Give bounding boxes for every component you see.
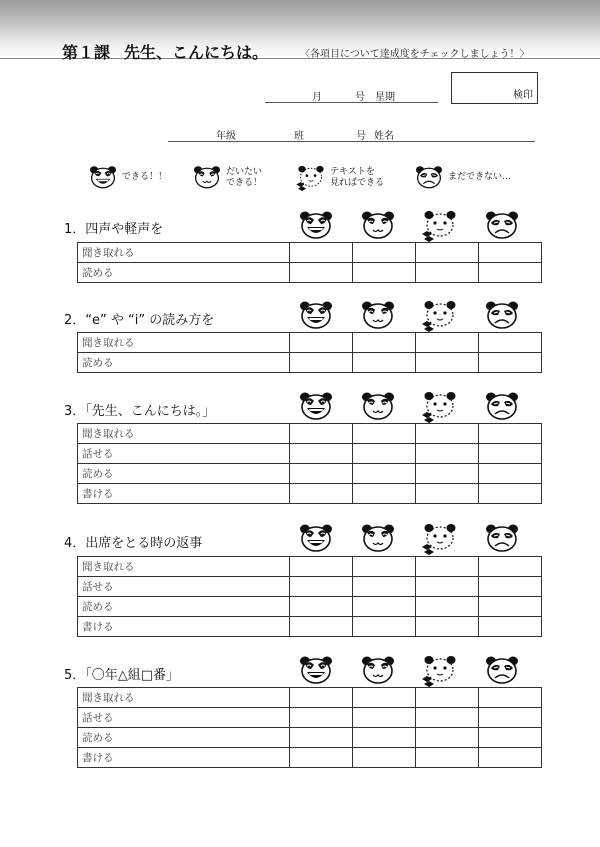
check-cell[interactable] bbox=[479, 484, 542, 504]
panda-smiling-icon bbox=[360, 523, 396, 555]
check-cell[interactable] bbox=[290, 728, 353, 748]
section-title: 1．四声や軽声を bbox=[64, 222, 164, 237]
checklist-table bbox=[77, 242, 542, 283]
rating-faces bbox=[286, 210, 536, 242]
panda-smiling-icon bbox=[360, 655, 396, 687]
skill-label: 書ける bbox=[78, 617, 290, 637]
check-cell[interactable] bbox=[479, 243, 542, 263]
check-cell[interactable] bbox=[290, 688, 353, 708]
panda-smiling-icon bbox=[360, 391, 396, 423]
table-row bbox=[78, 243, 542, 263]
panda-laughing-icon bbox=[298, 391, 334, 423]
checklist-table bbox=[77, 332, 542, 373]
skill-label: 読める bbox=[78, 263, 290, 283]
check-cell[interactable] bbox=[290, 333, 353, 353]
check-cell[interactable] bbox=[290, 748, 353, 768]
check-cell[interactable] bbox=[353, 557, 416, 577]
check-cell[interactable] bbox=[479, 597, 542, 617]
panda-worried-icon bbox=[484, 391, 520, 423]
check-cell[interactable] bbox=[290, 484, 353, 504]
legend-text: できる！！ bbox=[122, 172, 168, 183]
skill-label: 話せる bbox=[78, 708, 290, 728]
rating-faces bbox=[286, 523, 536, 555]
table-row bbox=[78, 263, 542, 283]
check-cell[interactable] bbox=[353, 464, 416, 484]
legend-item-laughing bbox=[88, 165, 167, 191]
check-cell[interactable] bbox=[290, 243, 353, 263]
legend-item-smiling bbox=[192, 165, 262, 191]
check-cell[interactable] bbox=[353, 424, 416, 444]
panda-worried-icon bbox=[484, 300, 520, 332]
check-cell[interactable] bbox=[416, 263, 479, 283]
month-label: 月 bbox=[312, 92, 322, 103]
skill-label: 読める bbox=[78, 464, 290, 484]
check-cell[interactable] bbox=[416, 728, 479, 748]
check-cell[interactable] bbox=[353, 577, 416, 597]
skill-label: 聞き取れる bbox=[78, 424, 290, 444]
check-cell[interactable] bbox=[353, 263, 416, 283]
skill-label: 書ける bbox=[78, 484, 290, 504]
check-cell[interactable] bbox=[290, 708, 353, 728]
panda-laughing-icon bbox=[88, 165, 118, 191]
check-cell[interactable] bbox=[353, 617, 416, 637]
stamp-label: 検印 bbox=[513, 90, 533, 101]
instruction-text: 〈各項目について達成度をチェックしましょう！〉 bbox=[300, 49, 530, 60]
check-cell[interactable] bbox=[479, 688, 542, 708]
table-row bbox=[78, 577, 542, 597]
skill-label: 読める bbox=[78, 597, 290, 617]
table-row bbox=[78, 464, 542, 484]
check-cell[interactable] bbox=[290, 263, 353, 283]
table-row bbox=[78, 597, 542, 617]
student-info-field[interactable] bbox=[168, 125, 535, 142]
number-label: 号 bbox=[356, 131, 366, 142]
panda-smiling-icon bbox=[360, 210, 396, 242]
table-row bbox=[78, 353, 542, 373]
check-cell[interactable] bbox=[416, 557, 479, 577]
check-cell[interactable] bbox=[479, 708, 542, 728]
panda-laughing-icon bbox=[298, 300, 334, 332]
check-cell[interactable] bbox=[353, 597, 416, 617]
check-cell[interactable] bbox=[416, 688, 479, 708]
panda-worried-icon bbox=[414, 165, 444, 191]
skill-label: 聞き取れる bbox=[78, 333, 290, 353]
check-cell[interactable] bbox=[290, 577, 353, 597]
check-cell[interactable] bbox=[479, 444, 542, 464]
check-cell[interactable] bbox=[353, 728, 416, 748]
panda-worried-icon bbox=[484, 523, 520, 555]
skill-label: 読める bbox=[78, 728, 290, 748]
skill-label: 聞き取れる bbox=[78, 243, 290, 263]
class-label: 班 bbox=[294, 131, 304, 142]
check-cell[interactable] bbox=[290, 424, 353, 444]
check-cell[interactable] bbox=[353, 708, 416, 728]
check-cell[interactable] bbox=[353, 748, 416, 768]
panda-smiling-icon bbox=[192, 165, 222, 191]
skill-label: 話せる bbox=[78, 577, 290, 597]
check-cell[interactable] bbox=[353, 243, 416, 263]
page-title bbox=[62, 40, 268, 63]
table-row bbox=[78, 333, 542, 353]
weekday-label: 星期 bbox=[375, 92, 395, 103]
check-cell[interactable] bbox=[353, 444, 416, 464]
skill-label: 聞き取れる bbox=[78, 688, 290, 708]
table-row bbox=[78, 484, 542, 504]
check-cell[interactable] bbox=[416, 597, 479, 617]
check-cell[interactable] bbox=[416, 748, 479, 768]
check-cell[interactable] bbox=[353, 353, 416, 373]
section-title: 3．「先生、こんにちは。」 bbox=[64, 404, 216, 419]
check-cell[interactable] bbox=[290, 353, 353, 373]
check-cell[interactable] bbox=[479, 424, 542, 444]
check-cell[interactable] bbox=[416, 708, 479, 728]
check-cell[interactable] bbox=[416, 243, 479, 263]
check-cell[interactable] bbox=[416, 464, 479, 484]
check-cell[interactable] bbox=[290, 597, 353, 617]
check-cell[interactable] bbox=[479, 728, 542, 748]
grade-label: 年级 bbox=[216, 131, 236, 142]
legend-item-reading bbox=[296, 165, 384, 191]
name-label: 姓名 bbox=[374, 131, 394, 142]
check-cell[interactable] bbox=[416, 444, 479, 464]
rating-faces bbox=[286, 655, 536, 687]
check-cell[interactable] bbox=[479, 263, 542, 283]
table-row bbox=[78, 688, 542, 708]
legend-text: テキストを 見ればできる bbox=[330, 166, 385, 188]
check-cell[interactable] bbox=[416, 577, 479, 597]
check-cell[interactable] bbox=[353, 484, 416, 504]
check-cell[interactable] bbox=[479, 333, 542, 353]
panda-reading-icon bbox=[422, 655, 458, 687]
day-label: 号 bbox=[355, 92, 365, 103]
skill-label: 書ける bbox=[78, 748, 290, 768]
panda-smiling-icon bbox=[360, 300, 396, 332]
check-cell[interactable] bbox=[479, 577, 542, 597]
check-cell[interactable] bbox=[353, 333, 416, 353]
check-cell[interactable] bbox=[479, 617, 542, 637]
panda-reading-icon bbox=[296, 165, 326, 191]
check-cell[interactable] bbox=[479, 748, 542, 768]
section-title: 4．出席をとる時の返事 bbox=[64, 536, 203, 551]
panda-worried-icon bbox=[484, 210, 520, 242]
check-cell[interactable] bbox=[479, 464, 542, 484]
skill-label: 話せる bbox=[78, 444, 290, 464]
check-cell[interactable] bbox=[290, 557, 353, 577]
table-row bbox=[78, 424, 542, 444]
table-row bbox=[78, 557, 542, 577]
section-title: 2．“e” や “i” の読み方を bbox=[64, 313, 215, 328]
skill-label: 読める bbox=[78, 353, 290, 373]
check-cell[interactable] bbox=[353, 688, 416, 708]
legend-text: まだできない… bbox=[448, 172, 512, 183]
section-title: 5．「〇年△組□番」 bbox=[64, 668, 180, 683]
table-row bbox=[78, 728, 542, 748]
table-row bbox=[78, 617, 542, 637]
panda-worried-icon bbox=[484, 655, 520, 687]
lesson-title: 先生、こんにちは。 bbox=[124, 43, 269, 62]
rating-faces bbox=[286, 391, 536, 423]
lesson-number: 第１課 bbox=[62, 43, 111, 62]
panda-laughing-icon bbox=[298, 655, 334, 687]
legend bbox=[0, 160, 600, 200]
table-row bbox=[78, 748, 542, 768]
checklist-table bbox=[77, 556, 542, 637]
date-field[interactable] bbox=[265, 86, 438, 103]
check-cell[interactable] bbox=[416, 484, 479, 504]
check-cell[interactable] bbox=[290, 444, 353, 464]
check-cell[interactable] bbox=[416, 353, 479, 373]
table-row bbox=[78, 444, 542, 464]
check-cell[interactable] bbox=[290, 617, 353, 637]
skill-label: 聞き取れる bbox=[78, 557, 290, 577]
panda-laughing-icon bbox=[298, 210, 334, 242]
rating-faces bbox=[286, 300, 536, 332]
panda-reading-icon bbox=[422, 300, 458, 332]
panda-reading-icon bbox=[422, 210, 458, 242]
check-cell[interactable] bbox=[479, 557, 542, 577]
panda-reading-icon bbox=[422, 391, 458, 423]
check-cell[interactable] bbox=[290, 464, 353, 484]
checklist-table bbox=[77, 687, 542, 768]
legend-item-worried bbox=[414, 165, 511, 191]
check-cell[interactable] bbox=[479, 353, 542, 373]
check-cell[interactable] bbox=[416, 424, 479, 444]
checklist-table bbox=[77, 423, 542, 504]
legend-text: だいたい できる！ bbox=[226, 166, 263, 188]
check-cell[interactable] bbox=[416, 333, 479, 353]
panda-laughing-icon bbox=[298, 523, 334, 555]
stamp-box[interactable] bbox=[451, 72, 538, 104]
table-row bbox=[78, 708, 542, 728]
panda-reading-icon bbox=[422, 523, 458, 555]
check-cell[interactable] bbox=[416, 617, 479, 637]
